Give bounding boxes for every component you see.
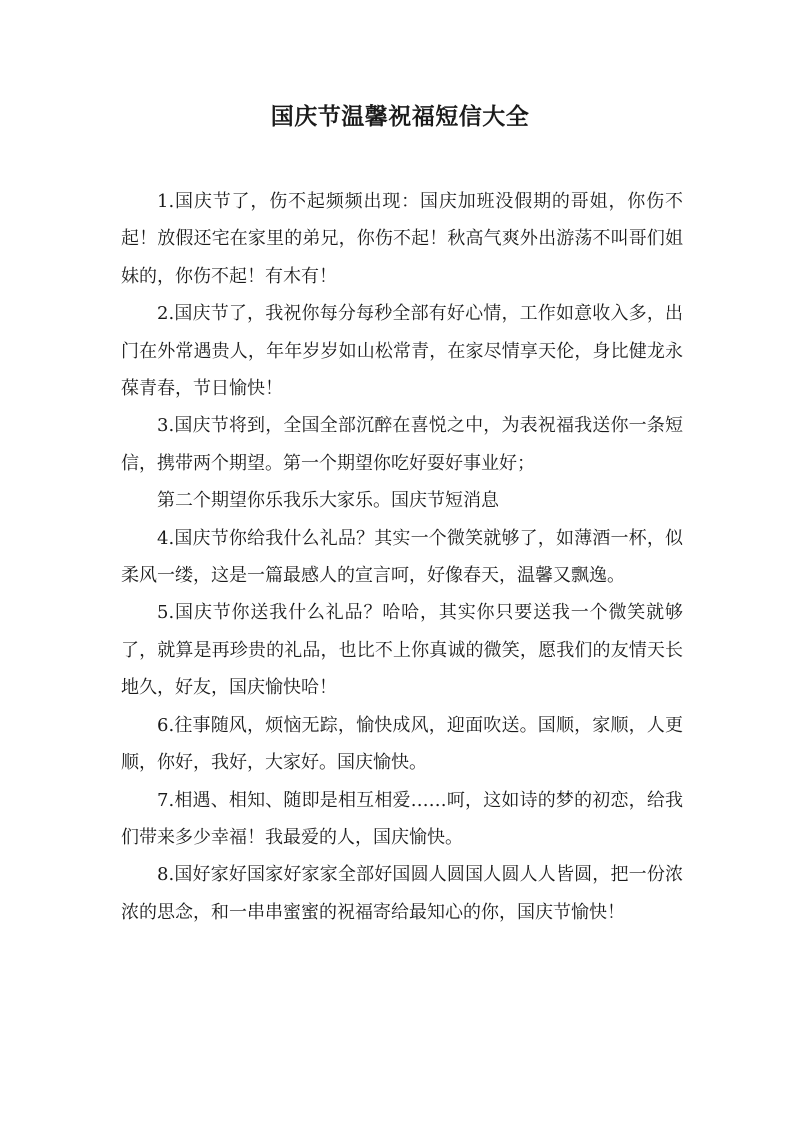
paragraph-1: 1.国庆节了，伤不起频频出现：国庆加班没假期的哥姐，你伤不起！放假还宅在家里的弟兄，你伤不起！秋高气爽外出游荡不叫哥们姐妹的，你伤不起！有木有！ <box>121 191 683 287</box>
paragraph-7: 7.相遇、相知、随即是相互相爱……呵，这如诗的梦的初恋，给我们带来多少幸福！我最爱的人，国庆愉快。 <box>121 789 683 848</box>
paragraph-4: 4.国庆节你给我什么礼品？其实一个微笑就够了，如薄酒一杯，似柔风一缕，这是一篇最感人的宣言呵，好像春天，温馨又飘逸。 <box>121 527 683 587</box>
paragraph-8: 8.国好家好国家好家家全部好国圆人圆国人圆人人皆圆，把一份浓浓的思念，和一串串蜜蜜的祝福寄给最知心的你，国庆节愉快！ <box>121 864 683 923</box>
paragraph-2: 2.国庆节了，我祝你每分每秒全部有好心情，工作如意收入多，出门在外常遇贵人，年年岁岁如山松常青，在家尽情享天伦，身比健龙永葆青春，节日愉快！ <box>121 303 683 400</box>
paragraph-3: 3.国庆节将到，全国全部沉醉在喜悦之中，为表祝福我送你一条短信，携带两个期望。第一个期望你吃好耍好事业好； <box>121 415 683 474</box>
document-title: 国庆节温馨祝福短信大全 <box>270 103 530 130</box>
document-body <box>121 183 683 931</box>
paragraph-5: 5.国庆节你送我什么礼品？哈哈，其实你只要送我一个微笑就够了，就算是再珍贵的礼品，也比不上你真诚的微笑，愿我们的友情天长地久，好友，国庆愉快哈！ <box>121 602 683 699</box>
paragraph-3-continued: 第二个期望你乐我乐大家乐。国庆节短消息 <box>157 490 499 512</box>
paragraph-6: 6.往事随风，烦恼无踪，愉快成风，迎面吹送。国顺，家顺，人更顺，你好，我好，大家好。国庆愉快。 <box>121 714 683 774</box>
